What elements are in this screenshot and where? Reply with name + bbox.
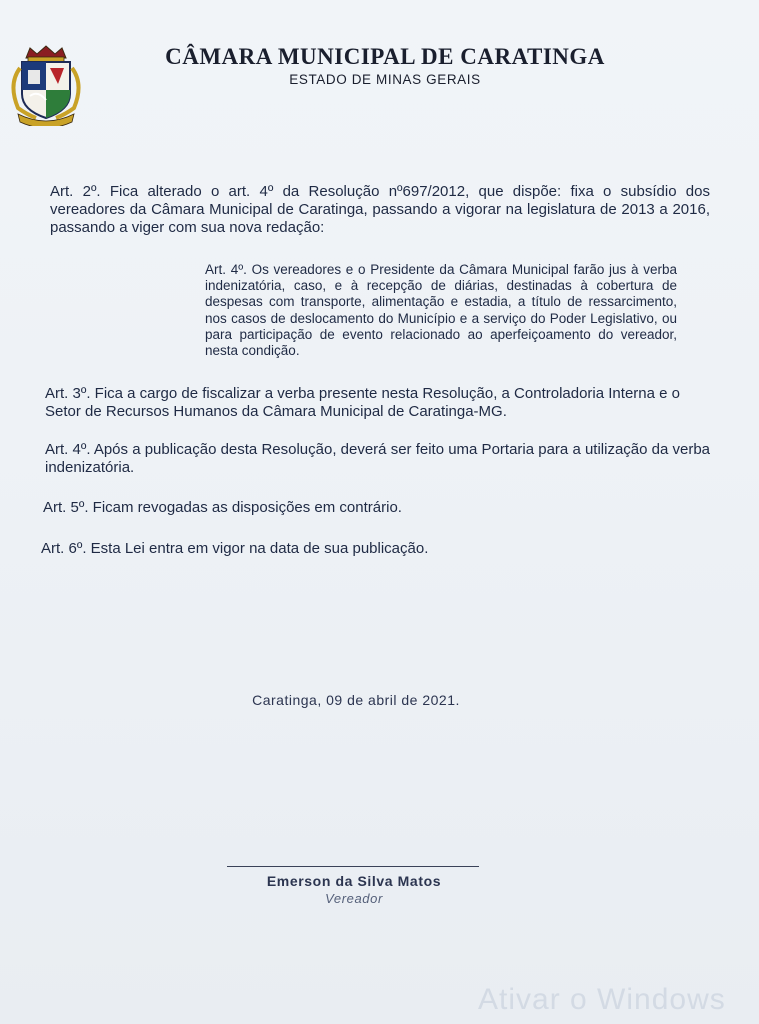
- os-activation-watermark: Ativar o Windows: [478, 983, 726, 1016]
- signer-role: Vereador: [325, 891, 383, 906]
- signature-line: [227, 866, 479, 867]
- article-2: Art. 2º. Fica alterado o art. 4º da Resolução nº697/2012, que dispõe: fixa o subsídio dos vereadores da Câmara Municipal de Caratinga, passando a vigorar na legislatura de 2013 a 2016, passando a viger com sua nova redação:: [50, 183, 710, 236]
- article-5: Art. 5º. Ficam revogadas as disposições em contrário.: [43, 499, 402, 516]
- signer-name: Emerson da Silva Matos: [266, 873, 442, 889]
- document-date: Caratinga, 09 de abril de 2021.: [252, 692, 460, 708]
- document-title: CÂMARA MUNICIPAL DE CARATINGA: [165, 44, 605, 69]
- article-6: Art. 6º. Esta Lei entra em vigor na data de sua publicação.: [41, 540, 429, 557]
- document-subtitle: ESTADO DE MINAS GERAIS: [289, 72, 481, 87]
- municipal-coat-of-arms-icon: [6, 44, 86, 126]
- article-4: Art. 4º. Após a publicação desta Resolução, deverá ser feito uma Portaria para a utilização da verba indenizatória.: [45, 441, 711, 476]
- article-4-quote: Art. 4º. Os vereadores e o Presidente da Câmara Municipal farão jus à verba indenizatória, caso, e à recepção de diárias, destinadas à cobertura de despesas com transporte, alimentação e estadia, a título de ressarcimento, nos casos de deslocamento do Município e a serviço do Poder Legislativo, ou para participação de evento relacionado ao aperfeiçoamento do vereador, nesta condição.: [205, 262, 677, 359]
- article-3: Art. 3º. Fica a cargo de fiscalizar a verba presente nesta Resolução, a Controladoria Interna e o Setor de Recursos Humanos da Câmara Municipal de Caratinga-MG.: [45, 385, 680, 420]
